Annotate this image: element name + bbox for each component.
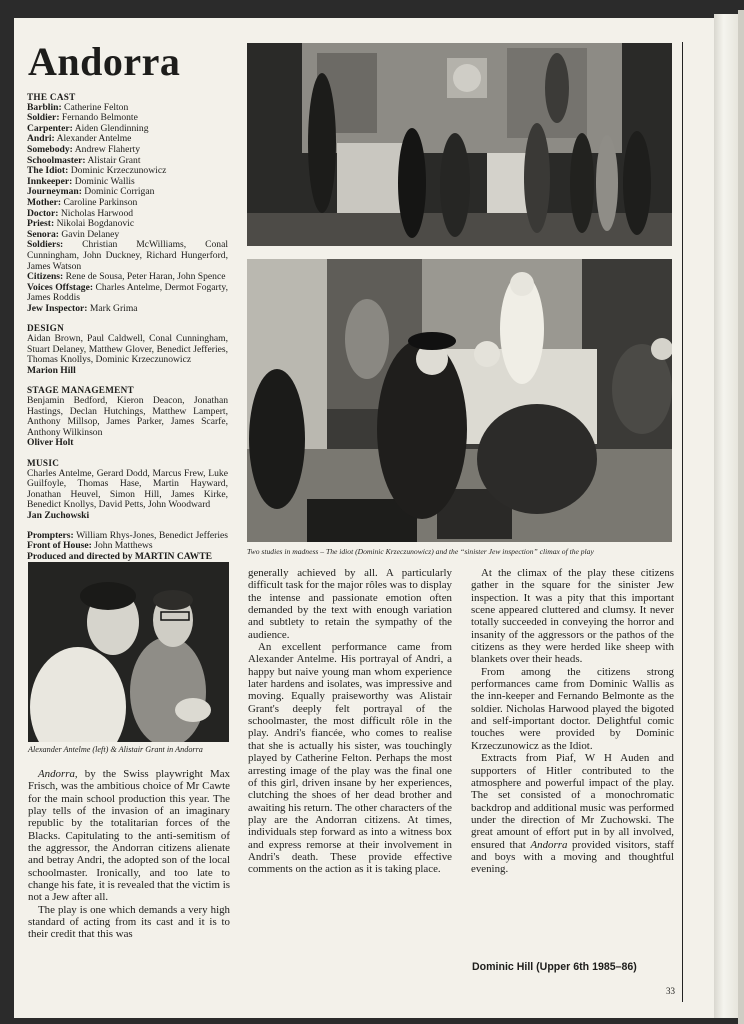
cast-actor: Alexander Antelme — [54, 133, 132, 145]
cast-entry — [27, 304, 228, 315]
design-credits: Aidan Brown, Paul Caldwell, Conal Cunningham, Stuart Delaney, Matthew Glover, Benedict Jefferies, Thomas Knollys, Dominic Krzeczunowicz — [27, 333, 228, 366]
cast-role: Doctor: — [27, 207, 59, 219]
cast-role: Soldiers: — [27, 239, 64, 251]
cast-actor: Dominic Krzeczunowicz — [68, 165, 167, 177]
cast-list — [27, 103, 228, 315]
design-lead: Marion Hill — [27, 364, 76, 376]
prompters-line — [27, 531, 228, 552]
cast-actor: Aiden Glendinning — [72, 122, 149, 134]
cast-actor: Nikolai Bogdanovic — [54, 218, 135, 230]
music-heading: MUSIC — [27, 458, 60, 468]
cast-actor: Mark Grima — [87, 302, 138, 314]
cast-actor: Andrew Flaherty — [72, 143, 140, 155]
text-column-2 — [248, 567, 452, 876]
stage-heading: STAGE MANAGEMENT — [27, 385, 134, 396]
author-signature: Dominic Hill (Upper 6th 1985–86) — [472, 961, 637, 973]
body-paragraph: generally achieved by all. A particularly difficult task for the major rôles was to display the intense and passionate emotion often demanded by the text with enough variation and subtlety to retain the sympathy of the audience. — [248, 567, 452, 641]
credits-block — [27, 92, 228, 562]
cast-role: Citizens: — [27, 271, 64, 283]
cast-heading: THE CAST — [27, 92, 76, 102]
cast-role: Innkeeper: — [27, 175, 73, 187]
foh-label: Front of House: — [27, 540, 92, 552]
margin-rule — [682, 42, 683, 1002]
music-lead: Jan Zuchowski — [27, 509, 90, 521]
cast-actor: Fernando Belmonte — [59, 112, 138, 124]
cast-actor: Dominic Corrigan — [81, 186, 155, 198]
page-edge-outer — [738, 10, 744, 1024]
article-title: Andorra — [28, 39, 181, 84]
stage-credits: Benjamin Bedford, Kieron Deacon, Jonathan Hastings, Declan Hutchings, Matthew Lampert, Anthony Millsop, James Parker, James Scarfe, Anthony Wilkinson — [27, 395, 228, 438]
cast-role: The Idiot: — [27, 165, 69, 177]
cast-actor: Catherine Felton — [61, 101, 129, 113]
design-heading: DESIGN — [27, 323, 65, 334]
music-credits: Charles Antelme, Gerard Dodd, Marcus Frew, Luke Guilfoyle, Thomas Hase, Martin Hayward, Jonathan Heuvel, Simon Hill, James Kirke, Benedict Knollys, David Petts, John Woodward — [27, 467, 228, 511]
cast-actor: Christian McWilliams, Conal Cunningham, John Duckney, Richard Hungerford, James Watson — [27, 239, 228, 272]
page-number: 33 — [666, 986, 675, 996]
text-column-3 — [471, 567, 674, 876]
page-edge — [714, 14, 738, 1018]
body-paragraph: An excellent performance came from Alexander Antelme. His portrayal of Andri, a happy but naive young man whom experience later hardens and isolates, was impressive and moving. Equally praiseworthy was Alistair Grant's deeply felt portrayal of the schoolmaster, the most difficult rôle in the play. Andri's fiancée, who comes to realise that she is actually his sister, was touchingly played by Catherine Felton. Perhaps the most arresting image of the play was the final one of this girl, driven insane by her experiences, clutching the shoes of her dead brother and awaiting his return. The other characters of the play are the Andorran citizens. At times, individuals step forward as into a witness box and express remorse at their involvement in Andri's death. These provide effective comments on the action as it is taking place. — [248, 641, 452, 876]
body-paragraph: From among the citizens strong performances came from Dominic Wallis as the inn-keeper and Fernando Belmonte as the soldier. Nicholas Harwood played the bigoted and self-important doctor. Delightful comic touches were provided by Dominic Krzeczunowicz as the Idiot. — [471, 665, 674, 752]
prompters-label: Prompters: — [27, 529, 74, 541]
body-paragraph: The play is one which demands a very high standard of acting from its cast and it is to their credit that this was — [28, 903, 230, 941]
actors-photo-left — [28, 562, 229, 742]
cast-role: Carpenter: — [27, 122, 73, 134]
cast-role: Barblin: — [27, 101, 62, 113]
stage-photo-middle — [247, 259, 672, 542]
text-column-1 — [28, 768, 230, 941]
cast-role: Schoolmaster: — [27, 154, 86, 166]
cast-actor: Charles Antelme, Dermot Fogarty, James Roddis — [27, 281, 228, 304]
cast-actor: Alistair Grant — [85, 154, 141, 166]
prompters-names: William Rhys-Jones, Benedict Jefferies — [76, 529, 228, 541]
body-paragraph: At the climax of the play these citizens gather in the square for the sinister Jew inspection. It was a pity that this important scene appeared cluttered and clumsy. It never totally succeeded in conveying the horror and insanity of the aggressors or the pathos of the citizens as they were herded like sheep with blankets over their heads. — [471, 567, 674, 666]
cast-role: Andri: — [27, 133, 55, 145]
cast-actor: Caroline Parkinson — [61, 196, 138, 208]
photo-caption-top: Two studies in madness – The idiot (Dominic Krzeczunowicz) and the “sinister Jew inspection” climax of the play — [247, 547, 594, 556]
cast-entry — [27, 283, 228, 304]
photo-caption-left: Alexander Antelme (left) & Alistair Grant in Andorra — [28, 745, 203, 754]
cast-role: Soldier: — [27, 112, 60, 124]
cast-actor: Rene de Sousa, Peter Haran, John Spence — [63, 271, 226, 283]
cast-role: Priest: — [27, 218, 55, 230]
cast-role: Jew Inspector: — [27, 302, 88, 314]
body-paragraph: Extracts from Piaf, W H Auden and supporters of Hitler contributed to the atmosphere and powerful impact of the play. The set consisted of a monochromatic backdrop and additional music was performed under the direction of Mr Zuchowski. The great amount of effort put in by all involved, ensured that Andorra provided visitors, staff and boys with a moving and thoughtful evening. — [471, 752, 674, 876]
cast-role: Senora: — [27, 228, 59, 240]
produced-line: Produced and directed by MARTIN CAWTE — [27, 550, 213, 562]
cast-role: Voices Offstage: — [27, 281, 94, 293]
cast-role: Somebody: — [27, 143, 73, 155]
foh-name: John Matthews — [94, 540, 153, 552]
body-paragraph: Andorra, by the Swiss playwright Max Frisch, was the ambitious choice of Mr Cawte for the main school production this year. The play tells of the invasion of an imaginary republic by the totalitarian forces of the Blacks. Capitulating to the anti-semitism of the aggressor, the Andorran citizens alienate and betray Andri, the adopted son of the local schoolmaster. Ironically, and too late to change his fate, it is revealed that the victim is not a Jew after all. — [28, 768, 231, 904]
cast-role: Mother: — [27, 196, 62, 208]
cast-actor: Dominic Wallis — [72, 175, 135, 187]
stage-photo-top — [247, 43, 672, 246]
stage-lead: Oliver Holt — [27, 437, 74, 449]
cast-role: Journeyman: — [27, 186, 82, 198]
cast-actor: Nicholas Harwood — [58, 207, 134, 219]
cast-actor: Gavin Delaney — [58, 228, 120, 240]
cast-entry — [27, 240, 228, 272]
